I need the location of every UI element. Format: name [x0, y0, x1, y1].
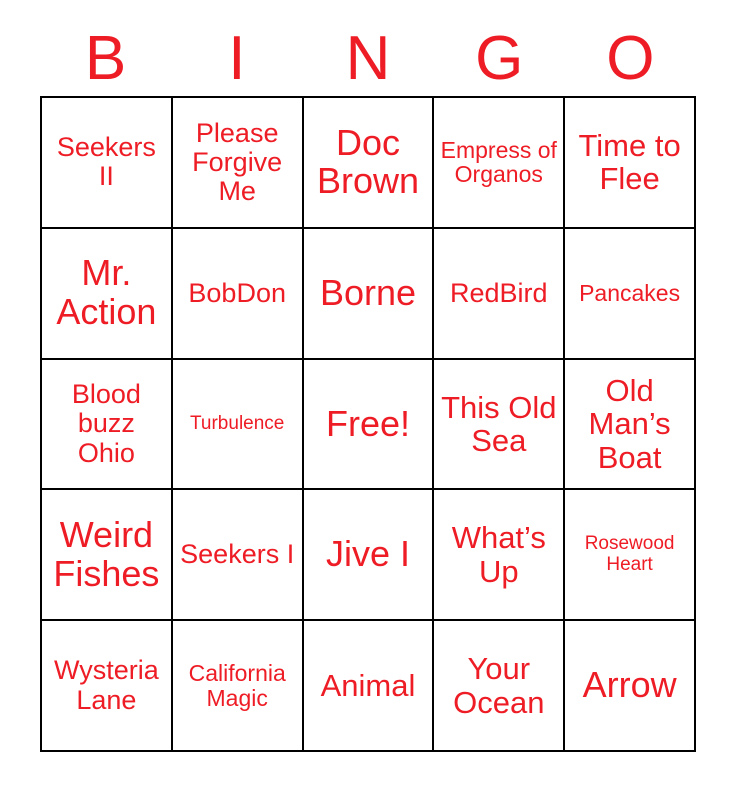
header-letter-o: O [606, 24, 655, 93]
bingo-cell[interactable] [42, 490, 173, 621]
bingo-cell-label: Wysteria Lane [54, 655, 159, 715]
bingo-cell[interactable] [434, 98, 565, 229]
bingo-cell[interactable] [565, 360, 696, 491]
bingo-cell-label: What’s Up [451, 520, 546, 589]
bingo-cell-label: Animal [320, 667, 416, 703]
bingo-cell-label: Borne [319, 271, 417, 313]
bingo-cell-label: Turbulence [190, 412, 285, 434]
header-letter-g: G [475, 24, 524, 93]
bingo-cell[interactable] [173, 229, 304, 360]
bingo-cell-label: Your Ocean [453, 651, 545, 720]
bingo-cell[interactable] [42, 621, 173, 752]
bingo-cell-label: Arrow [582, 664, 677, 706]
bingo-cell[interactable] [565, 98, 696, 229]
bingo-cell-label: Please Forgive Me [192, 117, 283, 206]
bingo-cell[interactable] [173, 490, 304, 621]
bingo-cell-label: Free! [325, 402, 410, 444]
bingo-cell[interactable] [434, 490, 565, 621]
bingo-cell[interactable] [304, 229, 435, 360]
bingo-cell[interactable] [173, 360, 304, 491]
bingo-cell-label: Seekers I [180, 539, 295, 570]
bingo-cell-label: Blood buzz Ohio [71, 379, 141, 468]
bingo-cell[interactable] [42, 98, 173, 229]
bingo-cell[interactable] [42, 229, 173, 360]
bingo-cell[interactable] [304, 360, 435, 491]
bingo-cell-label: California Magic [188, 659, 286, 711]
bingo-cell-label: BobDon [188, 277, 286, 308]
bingo-grid [40, 96, 696, 752]
bingo-cell[interactable] [565, 621, 696, 752]
header-letter-n: N [345, 24, 391, 93]
bingo-cell-label: Pancakes [579, 279, 681, 306]
bingo-cell-label: Old Man’s Boat [588, 372, 671, 475]
bingo-cell[interactable] [42, 360, 173, 491]
bingo-cell-label: This Old Sea [441, 389, 557, 458]
bingo-cell[interactable] [434, 229, 565, 360]
header-letter-b: B [84, 24, 127, 93]
bingo-cell-label: RedBird [450, 277, 548, 308]
bingo-cell[interactable] [565, 490, 696, 621]
bingo-cell[interactable] [434, 360, 565, 491]
bingo-cell-label: Seekers II [56, 132, 156, 192]
bingo-cell[interactable] [173, 621, 304, 752]
bingo-cell[interactable] [304, 98, 435, 229]
bingo-cell[interactable] [304, 490, 435, 621]
bingo-cell[interactable] [304, 621, 435, 752]
bingo-cell-label: Doc Brown [316, 121, 420, 202]
bingo-cell[interactable] [434, 621, 565, 752]
header-letter-i: I [228, 24, 246, 93]
bingo-cell[interactable] [173, 98, 304, 229]
bingo-header [40, 22, 696, 96]
bingo-cell-label: Mr. Action [56, 252, 157, 333]
bingo-cell-label: Weird Fishes [53, 513, 160, 594]
bingo-cell[interactable] [565, 229, 696, 360]
bingo-cell-label: Jive I [325, 533, 410, 575]
bingo-cell-label: Rosewood Heart [584, 533, 675, 575]
bingo-cell-label: Time to Flee [578, 127, 681, 197]
bingo-cell-label: Empress of Organos [440, 136, 557, 188]
